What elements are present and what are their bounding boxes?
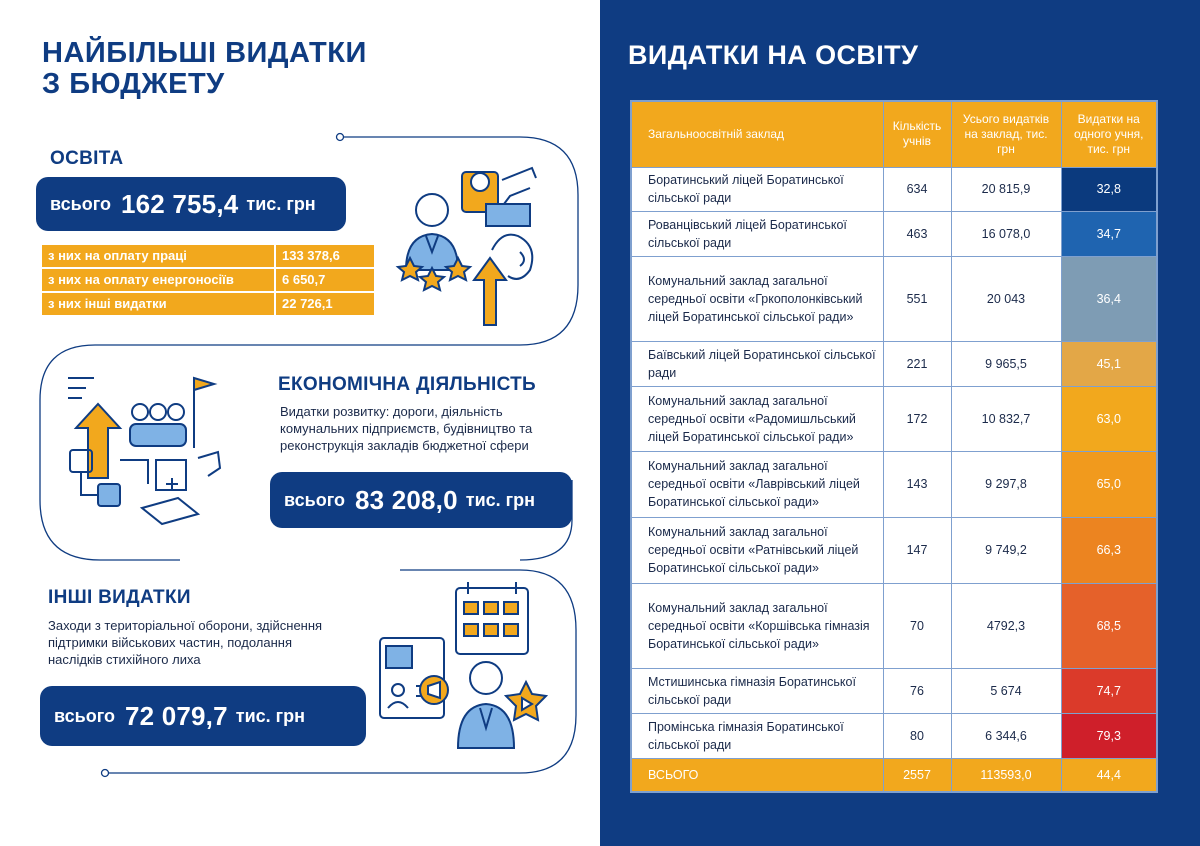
per-student-expense: 34,7 (1061, 211, 1157, 256)
per-student-expense: 74,7 (1061, 668, 1157, 713)
other-description-line-1: Заходи з територіальної оборони, здійснення (48, 618, 323, 633)
per-student-expense: 68,5 (1061, 583, 1157, 668)
school-name: Комунальний заклад загальної середньої освіти «Ратнівський ліцей Боратинської сільської ради» (631, 517, 883, 583)
table-row (631, 211, 1157, 256)
total-expenses: 5 674 (951, 668, 1061, 713)
other-total-prefix: всього (54, 705, 115, 726)
table-total-row (631, 758, 1157, 792)
breakdown-label: з них на оплату енергоносіїв (42, 269, 274, 291)
total-expenses: 20 043 (951, 256, 1061, 341)
per-student-expense: 65,0 (1061, 451, 1157, 517)
school-name: Комунальний заклад загальної середньої освіти «Гркополонківський ліцей Боратинської сільської ради» (631, 256, 883, 341)
students-count: 221 (883, 341, 951, 386)
right-panel (600, 0, 1200, 846)
total-per-student: 44,4 (1061, 758, 1157, 792)
header-students: Кількість учнів (883, 101, 951, 167)
per-student-expense: 32,8 (1061, 167, 1157, 211)
total-expenses: 9 965,5 (951, 341, 1061, 386)
economy-description-line-3: реконструкція закладів бюджетної сфери (280, 438, 529, 453)
breakdown-row (42, 245, 374, 267)
total-expenses: 9 749,2 (951, 517, 1061, 583)
table-row (631, 517, 1157, 583)
economy-description (280, 403, 580, 454)
breakdown-value: 133 378,6 (276, 245, 374, 267)
education-expenses-title: ВИДАТКИ НА ОСВІТУ (628, 40, 919, 70)
table-row (631, 583, 1157, 668)
teacher-students-illustration-icon (392, 160, 552, 330)
breakdown-row (42, 293, 374, 315)
other-description-line-2: підтримки військових частин, подолання (48, 635, 292, 650)
table-row (631, 451, 1157, 517)
page-title (42, 38, 367, 100)
other-section-title: ІНШІ ВИДАТКИ (48, 587, 191, 608)
education-total-unit: тис. грн (246, 193, 316, 214)
education-total-value: 162 755,4 (120, 188, 239, 219)
economy-total-value: 83 208,0 (354, 484, 458, 515)
other-description (48, 617, 358, 668)
header-per-student: Видатки на одного учня, тис. грн (1061, 101, 1157, 167)
per-student-expense: 45,1 (1061, 341, 1157, 386)
education-breakdown (42, 245, 374, 317)
students-count: 634 (883, 167, 951, 211)
total-expenses: 16 078,0 (951, 211, 1061, 256)
page-title-line-2: З БЮДЖЕТУ (42, 68, 225, 100)
other-total (40, 686, 366, 746)
header-school: Загальноосвітній заклад (631, 101, 883, 167)
students-count: 147 (883, 517, 951, 583)
school-name: Комунальний заклад загальної середньої освіти «Лаврівський ліцей Боратинської сільської ради» (631, 451, 883, 517)
table-header-row (631, 101, 1157, 167)
students-count: 551 (883, 256, 951, 341)
breakdown-value: 6 650,7 (276, 269, 374, 291)
school-name: Боратинський ліцей Боратинської сільської ради (631, 167, 883, 211)
total-expenses: 6 344,6 (951, 713, 1061, 758)
table-row (631, 713, 1157, 758)
total-students: 2557 (883, 758, 951, 792)
other-total-unit: тис. грн (235, 705, 306, 726)
table-row (631, 341, 1157, 386)
breakdown-label: з них інші видатки (42, 293, 274, 315)
other-description-line-3: наслідків стихійного лиха (48, 652, 201, 667)
school-name: Баївський ліцей Боратинської сільської ради (631, 341, 883, 386)
economy-description-line-2: комунальних підприємств, будівництво та (280, 421, 533, 436)
total-expenses: 20 815,9 (951, 167, 1061, 211)
education-section-title: ОСВІТА (50, 148, 124, 169)
economy-description-line-1: Видатки розвитку: дороги, діяльність (280, 404, 503, 419)
header-total: Усього видатків на заклад, тис. грн (951, 101, 1061, 167)
total-expenses: 9 297,8 (951, 451, 1061, 517)
per-student-expense: 63,0 (1061, 386, 1157, 451)
education-total (36, 177, 346, 231)
table-row (631, 256, 1157, 341)
school-name: Рованцівський ліцей Боратинської сільської ради (631, 211, 883, 256)
per-student-expense: 79,3 (1061, 713, 1157, 758)
other-total-value: 72 079,7 (124, 700, 228, 731)
economy-section-title: ЕКОНОМІЧНА ДІЯЛЬНІСТЬ (278, 374, 536, 395)
education-expenses-table (630, 100, 1158, 793)
students-count: 70 (883, 583, 951, 668)
breakdown-row (42, 269, 374, 291)
students-count: 80 (883, 713, 951, 758)
calendar-planning-illustration-icon (376, 578, 566, 758)
economy-total-unit: тис. грн (465, 489, 536, 510)
business-process-illustration-icon (58, 368, 228, 538)
economy-total (270, 472, 572, 528)
economy-total-prefix: всього (284, 489, 345, 510)
school-name: Промінська гімназія Боратинської сільської ради (631, 713, 883, 758)
students-count: 76 (883, 668, 951, 713)
per-student-expense: 36,4 (1061, 256, 1157, 341)
students-count: 463 (883, 211, 951, 256)
school-name: Комунальний заклад загальної середньої освіти «Коршівська гімназія Боратинської сільської ради» (631, 583, 883, 668)
table-row (631, 668, 1157, 713)
table-row (631, 386, 1157, 451)
education-total-prefix: всього (50, 193, 111, 214)
per-student-expense: 66,3 (1061, 517, 1157, 583)
total-label: ВСЬОГО (631, 758, 883, 792)
total-expenses: 10 832,7 (951, 386, 1061, 451)
breakdown-label: з них на оплату праці (42, 245, 274, 267)
breakdown-value: 22 726,1 (276, 293, 374, 315)
total-expenses: 4792,3 (951, 583, 1061, 668)
school-name: Комунальний заклад загальної середньої освіти «Радомишльський ліцей Боратинської сільської ради» (631, 386, 883, 451)
page-title-line-1: НАЙБІЛЬШІ ВИДАТКИ (42, 37, 367, 69)
students-count: 172 (883, 386, 951, 451)
table-row (631, 167, 1157, 211)
school-name: Мстишинська гімназія Боратинської сільської ради (631, 668, 883, 713)
students-count: 143 (883, 451, 951, 517)
total-expenses-sum: 113593,0 (951, 758, 1061, 792)
